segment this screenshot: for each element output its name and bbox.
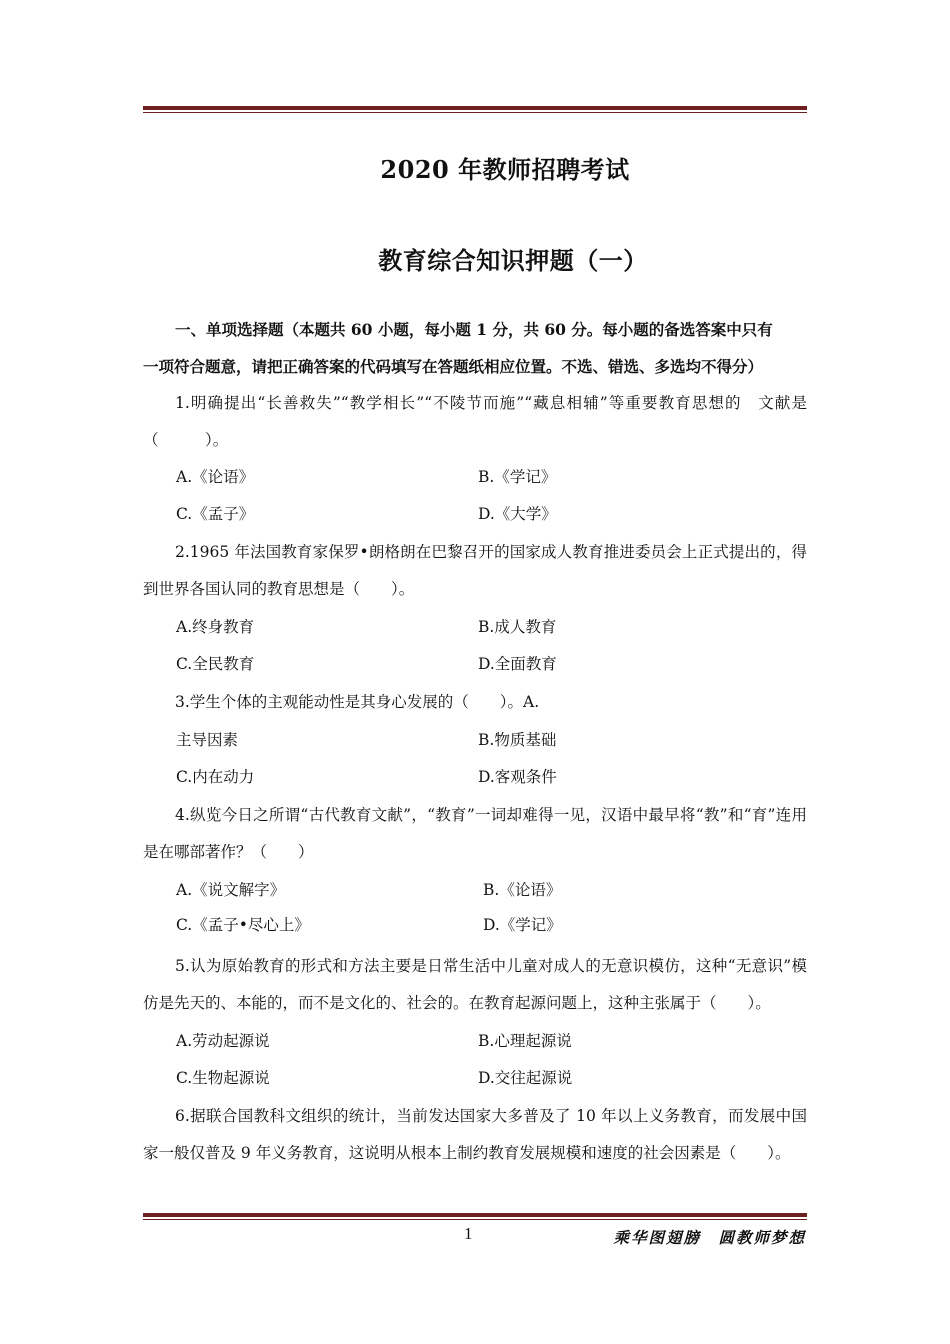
question-2-options-row-1 (176, 609, 806, 646)
question-6-stem: 6.据联合国教科文组织的统计，当前发达国家大多普及了 10 年以上义务教育，而发展中国家一般仅普及 9 年义务教育，这说明从根本上制约教育发展规模和速度的社会因素是（ ）。 (143, 1107, 807, 1162)
page-subtitle: 教育综合知识押题（一） (378, 246, 648, 275)
question-4-option-d: D.《学记》 (483, 916, 562, 934)
question-1-option-b: B.《学记》 (478, 468, 557, 486)
question-1-stem: 1.明确提出“长善救失”“教学相长”“不陵节而施”“藏息相辅”等重要教育思想的 文献是（ ）。 (143, 394, 807, 449)
question-5-options-row-2 (176, 1060, 806, 1097)
header-rule (143, 106, 807, 113)
question-1-option-d: D.《大学》 (478, 505, 557, 523)
question-2-option-b: B.成人教育 (478, 618, 557, 636)
question-1-options-row-2 (176, 496, 806, 533)
section-heading: 一、单项选择题（本题共 60 小题，每小题 1 分，共 60 分。每小题的备选答案中只有 一项符合题意，请把正确答案的代码填写在答题纸相应位置。不选、错选、多选均不得分） (143, 320, 773, 376)
footer-motto: 乘华图翅膀 圆教师梦想 (613, 1228, 806, 1247)
question-3-option-c: C.内在动力 (176, 768, 255, 786)
question-3-option-a: 主导因素 (176, 731, 239, 749)
question-4-options-row-1 (176, 872, 806, 909)
question-4-options-row-2 (176, 907, 806, 944)
question-4-option-c: C.《孟子•尽心上》 (176, 916, 310, 934)
question-1-options-row-1 (176, 459, 806, 496)
page-number: 1 (464, 1224, 473, 1243)
question-5-stem: 5.认为原始教育的形式和方法主要是日常生活中儿童对成人的无意识模仿，这种“无意识”模仿是先天的、本能的，而不是文化的、社会的。在教育起源问题上，这种主张属于（ ）。 (143, 957, 807, 1012)
footer-rule (143, 1213, 807, 1220)
question-5-options-row-1 (176, 1023, 806, 1060)
page-title: 2020 年教师招聘考试 (380, 155, 630, 184)
question-2-stem: 2.1965 年法国教育家保罗•朗格朗在巴黎召开的国家成人教育推进委员会上正式提出的，得到世界各国认同的教育思想是（ ）。 (143, 543, 807, 598)
question-2-option-a: A.终身教育 (176, 618, 255, 636)
question-3-options-row-1 (176, 722, 806, 759)
question-2-option-d: D.全面教育 (478, 655, 557, 673)
question-4-option-b: B.《论语》 (483, 881, 562, 899)
question-3-option-d: D.客观条件 (478, 768, 557, 786)
question-5-option-a: A.劳动起源说 (176, 1032, 270, 1050)
question-3-stem: 3.学生个体的主观能动性是其身心发展的（ ）。A. (175, 693, 540, 711)
question-2-options-row-2 (176, 646, 806, 683)
question-4-stem: 4.纵览今日之所谓“古代教育文献”，“教育”一词却难得一见，汉语中最早将“教”和“育”连用是在哪部著作？（ ） (143, 806, 807, 861)
question-3-options-row-2 (176, 759, 806, 796)
question-3-option-b: B.物质基础 (478, 731, 557, 749)
question-2-option-c: C.全民教育 (176, 655, 255, 673)
question-1-option-a: A.《论语》 (176, 468, 255, 486)
question-5-option-b: B.心理起源说 (478, 1032, 572, 1050)
question-5-option-d: D.交往起源说 (478, 1069, 573, 1087)
question-5-option-c: C.生物起源说 (176, 1069, 270, 1087)
question-1-option-c: C.《孟子》 (176, 505, 255, 523)
question-4-option-a: A.《说文解字》 (176, 881, 286, 899)
